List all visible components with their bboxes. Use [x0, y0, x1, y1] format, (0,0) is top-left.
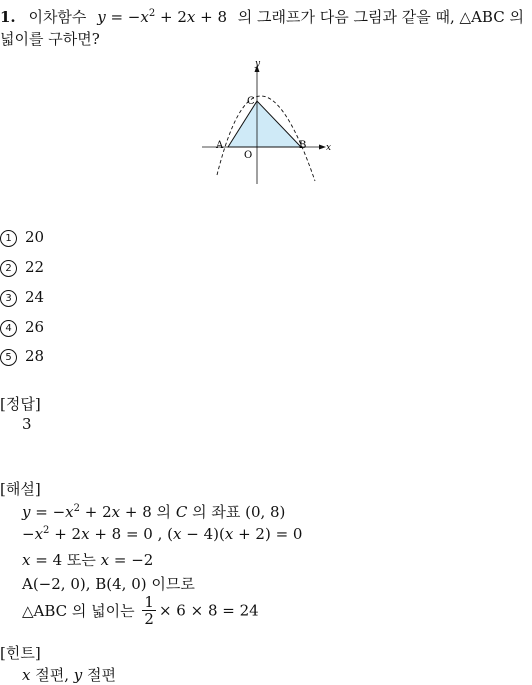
sol1-c: C: [175, 503, 188, 521]
sol2-exp: 2: [43, 525, 50, 536]
choice-1-value: 20: [25, 228, 45, 246]
question-number: 1.: [0, 8, 16, 26]
choice-3[interactable]: [0, 288, 44, 307]
equation-rest-a: + 2: [155, 8, 187, 26]
hint-y: y: [73, 666, 83, 684]
sol2-minus: −: [22, 525, 35, 543]
sol2-plus2: + 2: [49, 525, 82, 543]
sol3-or: = 4 또는: [30, 551, 101, 569]
origin-label: O: [244, 150, 253, 161]
sol1-exp: 2: [73, 503, 81, 514]
choice-2-value: 22: [25, 258, 45, 276]
sol1-plus8: + 8 의: [120, 503, 176, 521]
choice-5[interactable]: [0, 347, 44, 366]
point-b-label: B: [299, 140, 307, 151]
point-a-label: A: [216, 140, 224, 151]
choice-5-value: 28: [25, 347, 45, 365]
equation-x: x: [140, 8, 149, 26]
sol2-minus4: − 4)(: [181, 525, 225, 543]
sol1-plus2: + 2: [80, 503, 112, 521]
sol5-product: × 6 × 8 = 24: [158, 601, 259, 620]
hint-x-intercept: 절편,: [30, 666, 74, 684]
sol1-x: x: [65, 503, 74, 521]
question-line-2: 넓이를 구하면?: [0, 30, 100, 48]
choice-5-mark: 5: [0, 349, 17, 366]
choice-4-value: 26: [25, 318, 45, 336]
sol2-x4: x: [224, 525, 234, 543]
sol2-eq0: + 8 = 0 , (: [89, 525, 173, 543]
choice-2[interactable]: [0, 258, 44, 277]
equation-rest-b: + 8: [195, 8, 227, 26]
sol3-x: x: [22, 551, 31, 569]
choice-4-mark: 4: [0, 320, 17, 337]
hint-y-intercept: 절편: [82, 666, 116, 684]
parabola-graph: [198, 58, 338, 188]
solution-line-4: A(−2, 0), B(4, 0) 이므로: [22, 575, 195, 593]
x-axis-arrow: [319, 145, 326, 150]
hint-header: [힌트]: [0, 644, 41, 662]
choice-3-value: 24: [25, 288, 45, 306]
question-text-1: 이차함수: [28, 8, 87, 26]
equation-rest-x: x: [186, 8, 196, 26]
solution-line-3: [22, 549, 153, 570]
y-axis-label: y: [255, 59, 261, 69]
question-line-1: [0, 6, 524, 27]
choice-4[interactable]: [0, 318, 44, 337]
hint-text: [22, 664, 116, 685]
equation-eq: = −: [105, 8, 141, 26]
sol3-x2: x: [100, 551, 110, 569]
fraction-one-half: [142, 594, 156, 627]
sol3-neg2: = −2: [109, 551, 154, 569]
sol1-eq: = −: [30, 503, 66, 521]
choice-1[interactable]: [0, 228, 44, 247]
choice-3-mark: 3: [0, 290, 17, 307]
sol2-x3: x: [173, 525, 182, 543]
triangle-abc: [228, 101, 301, 147]
solution-line-1: [22, 501, 285, 522]
choice-2-mark: 2: [0, 260, 17, 277]
choice-1-mark: 1: [0, 230, 17, 247]
solution-line-5: [22, 594, 259, 627]
x-axis-label: x: [326, 143, 332, 153]
sol2-x2: x: [81, 525, 90, 543]
fraction-numerator: 1: [144, 593, 154, 611]
sol1-y: y: [22, 503, 31, 521]
sol2-plus2b: + 2) = 0: [233, 525, 303, 543]
sol5-text: △ABC 의 넓이는: [22, 602, 140, 620]
equation-exp: 2: [148, 8, 156, 19]
equation-y: y: [97, 8, 106, 26]
hint-x: x: [22, 666, 31, 684]
answer-value: 3: [22, 415, 32, 433]
question-text-2: 의 그래프가 다음 그림과 같을 때, △ABC 의: [237, 8, 524, 26]
fraction-denominator: 2: [144, 610, 154, 628]
sol2-x: x: [34, 525, 44, 543]
answer-header: [정답]: [0, 395, 41, 413]
point-c-label: C: [247, 96, 255, 107]
sol1-coord: 의 좌표 (0, 8): [187, 503, 286, 521]
solution-header: [해설]: [0, 480, 41, 498]
sol1-x2: x: [111, 503, 121, 521]
solution-line-2: [22, 525, 302, 543]
